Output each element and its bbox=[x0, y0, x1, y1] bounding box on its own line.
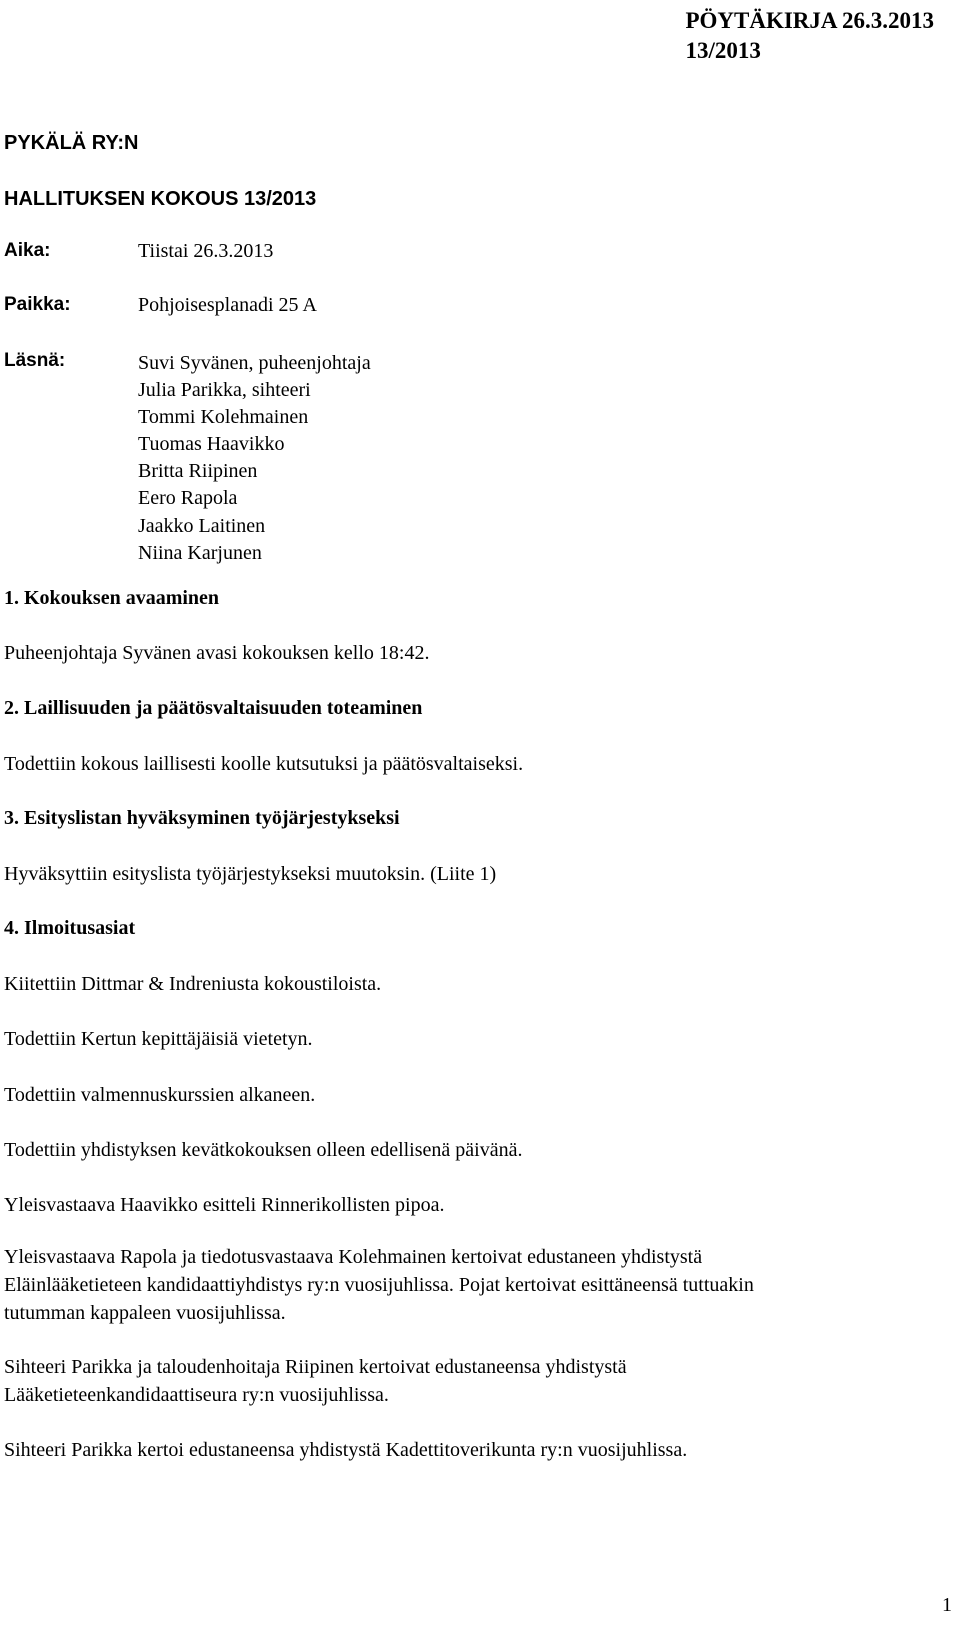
paragraph-line: Lääketieteenkandidaattiseura ry:n vuosijuhlissa. bbox=[4, 1384, 389, 1406]
present-label: Läsnä: bbox=[4, 350, 66, 371]
announcement-item: Todettiin valmennuskurssien alkaneen. bbox=[4, 1084, 316, 1106]
paragraph-line: Sihteeri Parikka kertoi edustaneensa yhdistystä Kadettitoverikunta ry:n vuosijuhlissa. bbox=[4, 1439, 688, 1461]
meeting-title: HALLITUKSEN KOKOUS 13/2013 bbox=[4, 188, 317, 210]
attendee: Julia Parikka, sihteeri bbox=[138, 379, 311, 402]
announcement-paragraph bbox=[4, 1243, 754, 1327]
place-label: Paikka: bbox=[4, 294, 71, 315]
organization-name: PYKÄLÄ RY:N bbox=[4, 132, 139, 154]
header-number: 13/2013 bbox=[685, 38, 761, 63]
attendee: Jaakko Laitinen bbox=[138, 514, 266, 537]
section-text-1: Puheenjohtaja Syvänen avasi kokouksen kello 18:42. bbox=[4, 642, 430, 664]
announcement-paragraph bbox=[4, 1353, 627, 1409]
section-text-3: Hyväksyttiin esityslista työjärjestykseksi muutoksin. (Liite 1) bbox=[4, 863, 497, 885]
attendee: Tuomas Haavikko bbox=[138, 433, 285, 456]
paragraph-line: tutumman kappaleen vuosijuhlissa. bbox=[4, 1302, 286, 1324]
section-heading-2: 2. Laillisuuden ja päätösvaltaisuuden toteaminen bbox=[4, 697, 423, 719]
paragraph-line: Eläinlääketieteen kandidaattiyhdistys ry:n vuosijuhlissa. Pojat kertoivat esittäneensä tuttuakin bbox=[4, 1274, 754, 1296]
section-heading-4: 4. Ilmoitusasiat bbox=[4, 917, 136, 939]
attendee: Britta Riipinen bbox=[138, 460, 258, 483]
section-heading-1: 1. Kokouksen avaaminen bbox=[4, 587, 220, 609]
attendee-list bbox=[138, 350, 371, 567]
attendee: Niina Karjunen bbox=[138, 541, 262, 564]
section-text-2: Todettiin kokous laillisesti koolle kutsutuksi ja päätösvaltaiseksi. bbox=[4, 753, 524, 775]
paragraph-line: Sihteeri Parikka ja taloudenhoitaja Riipinen kertoivat edustaneensa yhdistystä bbox=[4, 1356, 627, 1378]
time-value: Tiistai 26.3.2013 bbox=[138, 240, 274, 262]
attendee: Suvi Syvänen, puheenjohtaja bbox=[138, 352, 371, 374]
place-value: Pohjoisesplanadi 25 A bbox=[138, 294, 317, 316]
section-heading-3: 3. Esityslistan hyväksyminen työjärjestykseksi bbox=[4, 807, 400, 829]
announcement-paragraph bbox=[4, 1436, 687, 1464]
attendee: Eero Rapola bbox=[138, 487, 238, 510]
paragraph-line: Yleisvastaava Rapola ja tiedotusvastaava Kolehmainen kertoivat edustaneen yhdistystä bbox=[4, 1246, 703, 1268]
announcement-item: Todettiin yhdistyksen kevätkokouksen olleen edellisenä päivänä. bbox=[4, 1139, 523, 1161]
document-header bbox=[685, 6, 934, 66]
attendee: Tommi Kolehmainen bbox=[138, 406, 309, 429]
announcement-item: Kiitettiin Dittmar & Indreniusta kokoustiloista. bbox=[4, 973, 382, 995]
announcement-item: Todettiin Kertun kepittäjäisiä vietetyn. bbox=[4, 1028, 313, 1050]
header-title: PÖYTÄKIRJA 26.3.2013 bbox=[685, 8, 934, 33]
page-number: 1 bbox=[942, 1594, 952, 1616]
time-label: Aika: bbox=[4, 240, 51, 261]
announcement-item: Yleisvastaava Haavikko esitteli Rinnerikollisten pipoa. bbox=[4, 1194, 445, 1216]
